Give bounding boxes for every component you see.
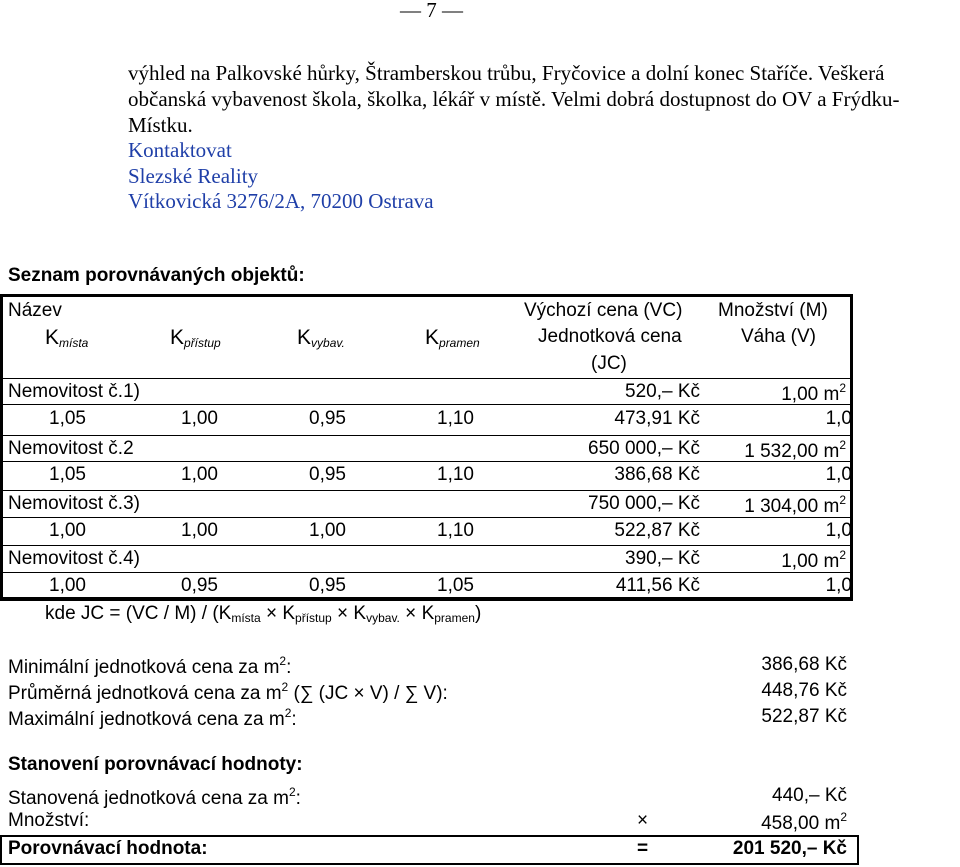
row2-k4: 1,10 bbox=[437, 464, 474, 485]
max-price-label: Maximální jednotková cena za $m^2$: bbox=[8, 706, 297, 730]
unit-price-label: Stanovená jednotková cena za $m^2$: bbox=[8, 785, 301, 809]
avg-price-value: 448,76 Kč bbox=[761, 680, 847, 701]
row2-jc: 386,68 Kč bbox=[614, 464, 700, 485]
result-operator: = bbox=[637, 838, 649, 859]
row1-k1: 1,05 bbox=[49, 408, 86, 429]
row4-v: 1,0 bbox=[825, 575, 852, 596]
row2-k1: 1,05 bbox=[49, 464, 86, 485]
row3-k3: 1,00 bbox=[309, 520, 346, 541]
quantity-label: Množství: bbox=[8, 810, 90, 831]
jc-formula: kde JC = (VC / M) / (Kmísta × Kpřístup × Kvybav. × Kpramen) bbox=[45, 603, 482, 625]
row1-vc: 520,– Kč bbox=[625, 381, 700, 402]
row3-m: 1 304,00 $m^2$ bbox=[744, 493, 846, 517]
result-value: 201 520,– Kč bbox=[732, 838, 847, 859]
row3-k4: 1,10 bbox=[437, 520, 474, 541]
header-jc: Jednotková cena bbox=[538, 326, 682, 347]
determination-heading: Stanovení porovnávací hodnoty: bbox=[8, 754, 303, 775]
row4-k2: 0,95 bbox=[181, 575, 218, 596]
min-price-label: Minimální jednotková cena za $m^2$: bbox=[8, 654, 292, 678]
row2-name: Nemovitost č.2 bbox=[8, 438, 134, 459]
row2-vc: 650 000,– Kč bbox=[588, 438, 700, 459]
header-k-vybav: $K_{vybav.}$ bbox=[297, 326, 345, 350]
row4-name: Nemovitost č.4) bbox=[8, 548, 140, 569]
header-k-pristup: $K_{přístup}$ bbox=[170, 326, 221, 350]
row1-k3: 0,95 bbox=[309, 408, 346, 429]
row2-m: 1 532,00 $m^2$ bbox=[744, 438, 846, 462]
header-k-mista: $K_{místa}$ bbox=[45, 326, 89, 350]
unit-price-value: 440,– Kč bbox=[772, 785, 847, 806]
row3-vc: 750 000,– Kč bbox=[588, 493, 700, 514]
header-vc: Výchozí cena (VC) bbox=[524, 300, 683, 321]
row2-k3: 0,95 bbox=[309, 464, 346, 485]
header-vaha: Váha (V) bbox=[741, 326, 816, 347]
row1-jc: 473,91 Kč bbox=[614, 408, 700, 429]
row1-m: 1,00 $m^2$ bbox=[781, 381, 846, 405]
intro-line-3: Místku. bbox=[128, 113, 193, 137]
row1-k2: 1,00 bbox=[181, 408, 218, 429]
row4-m: 1,00 $m^2$ bbox=[781, 548, 846, 572]
row1-k4: 1,10 bbox=[437, 408, 474, 429]
row3-jc: 522,87 Kč bbox=[614, 520, 700, 541]
quantity-operator: × bbox=[637, 810, 649, 831]
list-heading: Seznam porovnávaných objektů: bbox=[8, 265, 305, 286]
row4-k1: 1,00 bbox=[49, 575, 86, 596]
row1-v: 1,0 bbox=[825, 408, 852, 429]
row3-k2: 1,00 bbox=[181, 520, 218, 541]
row4-k4: 1,05 bbox=[437, 575, 474, 596]
row3-name: Nemovitost č.3) bbox=[8, 493, 140, 514]
contact-title: Kontaktovat bbox=[128, 138, 232, 162]
intro-line-2: občanská vybavenost škola, školka, lékář v místě. Velmi dobrá dostupnost do OV a Frýdku- bbox=[128, 87, 900, 111]
header-jc-line2: (JC) bbox=[591, 353, 627, 374]
contact-company: Slezské Reality bbox=[128, 164, 259, 188]
row3-v: 1,0 bbox=[825, 520, 852, 541]
avg-price-label: Průměrná jednotková cena za $m^2$ (∑ (JC × V) / ∑ V): bbox=[8, 680, 448, 704]
min-price-value: 386,68 Kč bbox=[761, 654, 847, 675]
row2-v: 1,0 bbox=[825, 464, 852, 485]
contact-address: Vítkovická 3276/2A, 70200 Ostrava bbox=[128, 189, 434, 213]
row2-k2: 1,00 bbox=[181, 464, 218, 485]
intro-line-1: výhled na Palkovské hůrky, Štramberskou trůbu, Fryčovice a dolní konec Staříče. Veškerá bbox=[128, 61, 885, 85]
quantity-value: 458,00 $m^2$ bbox=[761, 810, 847, 834]
row4-vc: 390,– Kč bbox=[625, 548, 700, 569]
header-m: Množství (M) bbox=[718, 300, 828, 321]
max-price-value: 522,87 Kč bbox=[761, 706, 847, 727]
result-label: Porovnávací hodnota: bbox=[8, 838, 208, 859]
header-nazev: Název bbox=[8, 300, 62, 321]
row4-k3: 0,95 bbox=[309, 575, 346, 596]
row1-name: Nemovitost č.1) bbox=[8, 381, 140, 402]
row4-jc: 411,56 Kč bbox=[615, 575, 700, 596]
header-k-pramen: $K_{pramen}$ bbox=[425, 326, 480, 350]
row3-k1: 1,00 bbox=[49, 520, 86, 541]
page-number: — 7 — bbox=[400, 0, 463, 22]
